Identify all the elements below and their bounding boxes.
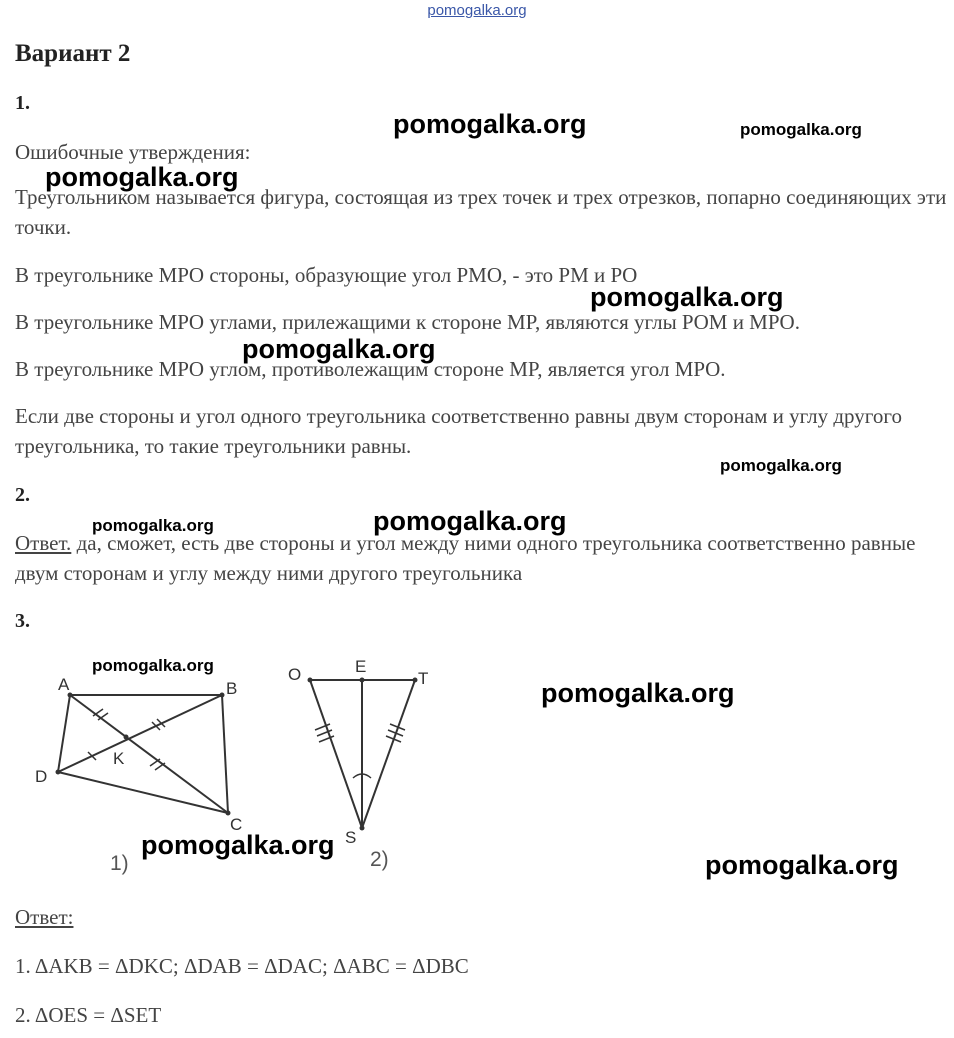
label-a: A: [58, 675, 70, 694]
q2-answer-text: да, сможет, есть две стороны и угол между ними одного треугольника соответственно равные двум сторонам и углу между ними другого треугольника: [15, 531, 916, 585]
label-o: O: [288, 665, 302, 684]
watermark: pomogalka.org: [373, 506, 567, 536]
label-b: B: [226, 679, 238, 698]
watermark: pomogalka.org: [141, 830, 335, 860]
label-e: E: [355, 657, 367, 676]
watermark: pomogalka.org: [705, 850, 899, 880]
label-t: T: [418, 669, 429, 688]
q3-answer-2: 2. ΔOES = ΔSET: [15, 1003, 162, 1027]
figure-1-caption: 1): [110, 852, 129, 875]
label-d: D: [35, 767, 48, 786]
watermark: pomogalka.org: [242, 334, 436, 364]
watermark: pomogalka.org: [590, 282, 784, 312]
watermark: pomogalka.org: [92, 656, 214, 675]
question-2-number: 2.: [15, 484, 30, 506]
figure-1-quadrilateral: [58, 695, 228, 813]
q1-statement-3: В треугольнике MPO углами, прилежащими к стороне MP, являются углы POM и MPO.: [15, 310, 800, 334]
q2-answer-label: Ответ.: [15, 531, 72, 555]
figure-2-caption: 2): [370, 848, 389, 871]
watermark: pomogalka.org: [92, 516, 214, 535]
watermark: pomogalka.org: [541, 678, 735, 708]
question-3-number: 3.: [15, 610, 30, 632]
figure-1-vertices: [56, 693, 231, 816]
question-1-number: 1.: [15, 92, 30, 114]
page-title: Вариант 2: [15, 40, 131, 67]
q1-intro: Ошибочные утверждения:: [15, 140, 251, 164]
q3-answer-1: 1. ΔAKB = ΔDKC; ΔDAB = ΔDAC; ΔABC = ΔDBC: [15, 954, 469, 978]
watermark: pomogalka.org: [740, 120, 862, 139]
q2-answer: [15, 528, 950, 588]
figure-2-triangle: [310, 680, 415, 828]
label-c: C: [230, 815, 243, 834]
watermark: pomogalka.org: [393, 109, 587, 139]
label-k: K: [113, 749, 125, 768]
q1-statement-5: Если две стороны и угол одного треугольника соответственно равны двум сторонам и углу другого треугольника, то такие треугольники равны.: [15, 404, 902, 458]
q1-statement-4: В треугольнике MPO углом, противолежащим стороне MP, является угол MPO.: [15, 357, 726, 381]
q1-statement-1: Треугольником называется фигура, состоящая из трех точек и трех отрезков, попарно соединяющих эти точки.: [15, 185, 947, 239]
q1-statement-2: В треугольнике MPO стороны, образующие угол PMO, - это PM и PO: [15, 263, 638, 287]
q3-answer-label: Ответ:: [15, 905, 74, 929]
label-s: S: [345, 828, 357, 847]
site-link[interactable]: pomogalka.org: [427, 2, 527, 19]
watermark: pomogalka.org: [720, 456, 842, 475]
watermark: pomogalka.org: [45, 162, 239, 192]
